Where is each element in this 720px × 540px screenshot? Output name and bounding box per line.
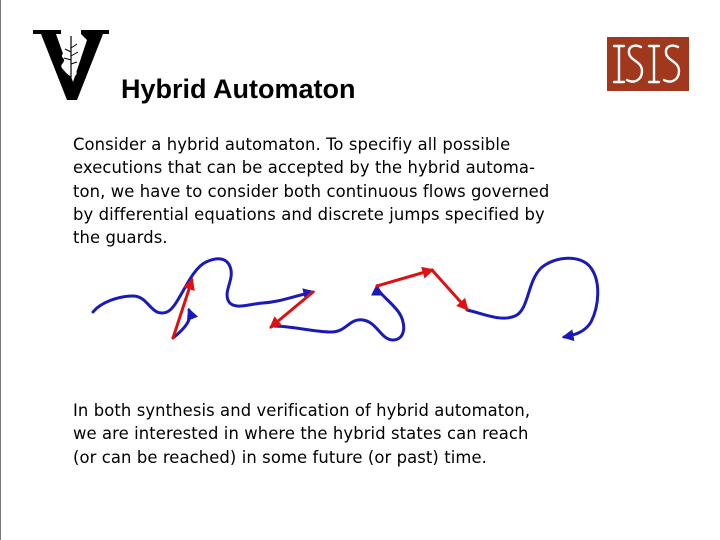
discrete-jump (432, 270, 467, 309)
continuous-flow (273, 286, 404, 340)
conclusion-paragraph (73, 399, 633, 469)
slide-title: Hybrid Automaton (121, 74, 356, 104)
conclusion-line: In both synthesis and verification of hybrid automaton, (73, 401, 531, 420)
hybrid-execution-diagram (81, 245, 621, 355)
continuous-flow (467, 258, 598, 337)
intro-line: executions that can be accepted by the hybrid automa- (73, 158, 536, 178)
intro-paragraph (73, 133, 633, 249)
intro-line: Consider a hybrid automaton. To specifiy all possible (73, 135, 511, 154)
intro-line: ton, we have to consider both continuous flows governed (73, 181, 550, 201)
intro-line: the guards. (73, 228, 168, 248)
isis-logo (607, 37, 689, 91)
conclusion-line: we are interested in where the hybrid states can reach (73, 424, 529, 444)
discrete-jump (377, 270, 432, 286)
conclusion-line: (or can be reached) in some future (or past) time. (73, 447, 487, 467)
vanderbilt-logo (31, 24, 111, 104)
continuous-flow (93, 259, 313, 313)
intro-line: by differential equations and discrete jumps specified by (73, 204, 545, 224)
